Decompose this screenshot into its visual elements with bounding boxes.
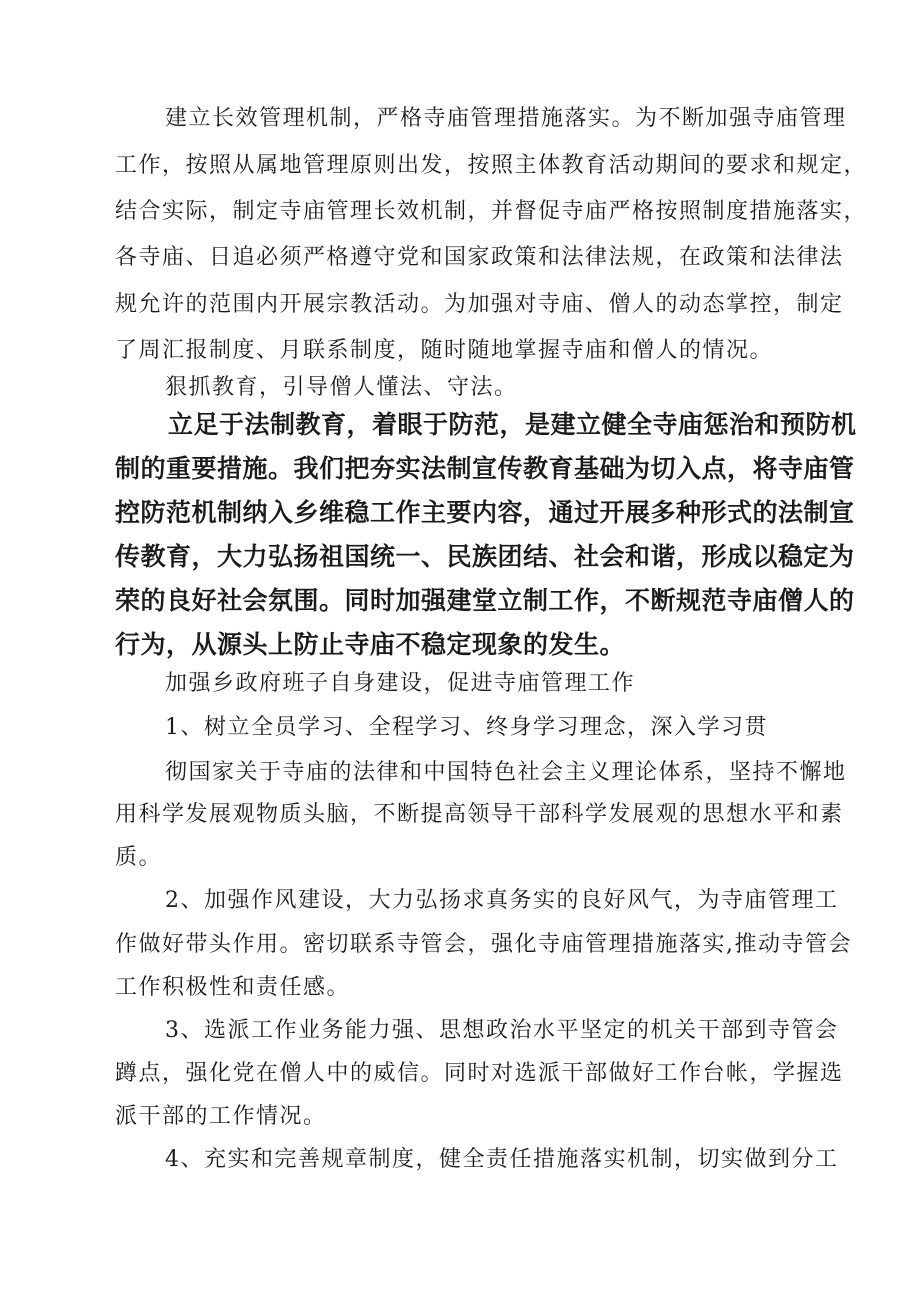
list-item-line: 质。 — [115, 845, 163, 870]
list-item-line: 工作积极性和责任感。 — [115, 975, 351, 1000]
bold-paragraph-line: 行为，从源头上防止寺庙不稳定现象的发生。 — [115, 630, 626, 659]
list-item-line: 用科学发展观物质头脑，不断提高领导干部科学发展观的思想水平和素 — [115, 802, 844, 827]
section-heading: 加强乡政府班子自身建设，促进寺庙管理工作 — [165, 671, 636, 696]
bold-paragraph-line: 立足于法制教育，着眼于防范，是建立健全寺庙惩治和预防机 — [168, 410, 857, 439]
list-item-line: 1、树立全员学习、全程学习、终身学习理念，深入学习贯 — [165, 715, 768, 740]
paragraph-line: 建立长效管理机制，严格寺庙管理措施落实。为不断加强寺庙管理 — [165, 106, 847, 131]
bold-paragraph-line: 制的重要措施。我们把夯实法制宣传教育基础为切入点，将寺庙管 — [115, 454, 855, 483]
list-item-line: 蹲点，强化党在僧人中的威信。同时对选派干部做好工作台帐，学握选 — [115, 1061, 844, 1086]
bold-paragraph-line: 传教育，大力弘扬祖国统一、民族团结、社会和谐，形成以稳定为 — [115, 542, 855, 571]
list-item-line: 彻国家关于寺庙的法律和中国特色社会主义理论体系，坚持不懈地 — [165, 760, 847, 785]
paragraph-line: 工作，按照从属地管理原则出发，按照主体教育活动期间的要求和规定， — [115, 153, 868, 178]
paragraph-line: 结合实际，制定寺庙管理长效机制，并督促寺庙严格按照制度措施落实， — [115, 199, 868, 224]
bold-paragraph-line: 荣的良好社会氛围。同时加强建堂立制工作，不断规范寺庙僧人的 — [115, 586, 855, 615]
paragraph-line: 了周汇报制度、月联系制度，随时随地掌握寺庙和僧人的情况。 — [115, 338, 774, 363]
section-heading: 狠抓教育，引导僧人懂法、守法。 — [165, 375, 518, 400]
list-item-line: 3、选派工作业务能力强、思想政治水平坚定的机关干部到寺管会 — [165, 1018, 839, 1043]
list-item-line: 2、加强作风建设，大力弘扬求真务实的良好风气，为寺庙管理工 — [165, 888, 839, 913]
list-item-line: 4、充实和完善规章制度，健全责任措施落实机制，切实做到分工 — [165, 1147, 839, 1172]
list-item-line: 作做好带头作用。密切联系寺管会，强化寺庙管理措施落实,推动寺管会 — [115, 932, 852, 957]
paragraph-line: 规允许的范围内开展宗教活动。为加强对寺庙、僧人的动态掌控，制定 — [115, 292, 844, 317]
paragraph-line: 各寺庙、日追必须严格遵守党和国家政策和法律法规，在政策和法律法 — [115, 245, 844, 270]
list-item-line: 派干部的工作情况。 — [115, 1104, 327, 1129]
bold-paragraph-line: 控防范机制纳入乡维稳工作主要内容，通过开展多种形式的法制宣 — [115, 498, 855, 527]
